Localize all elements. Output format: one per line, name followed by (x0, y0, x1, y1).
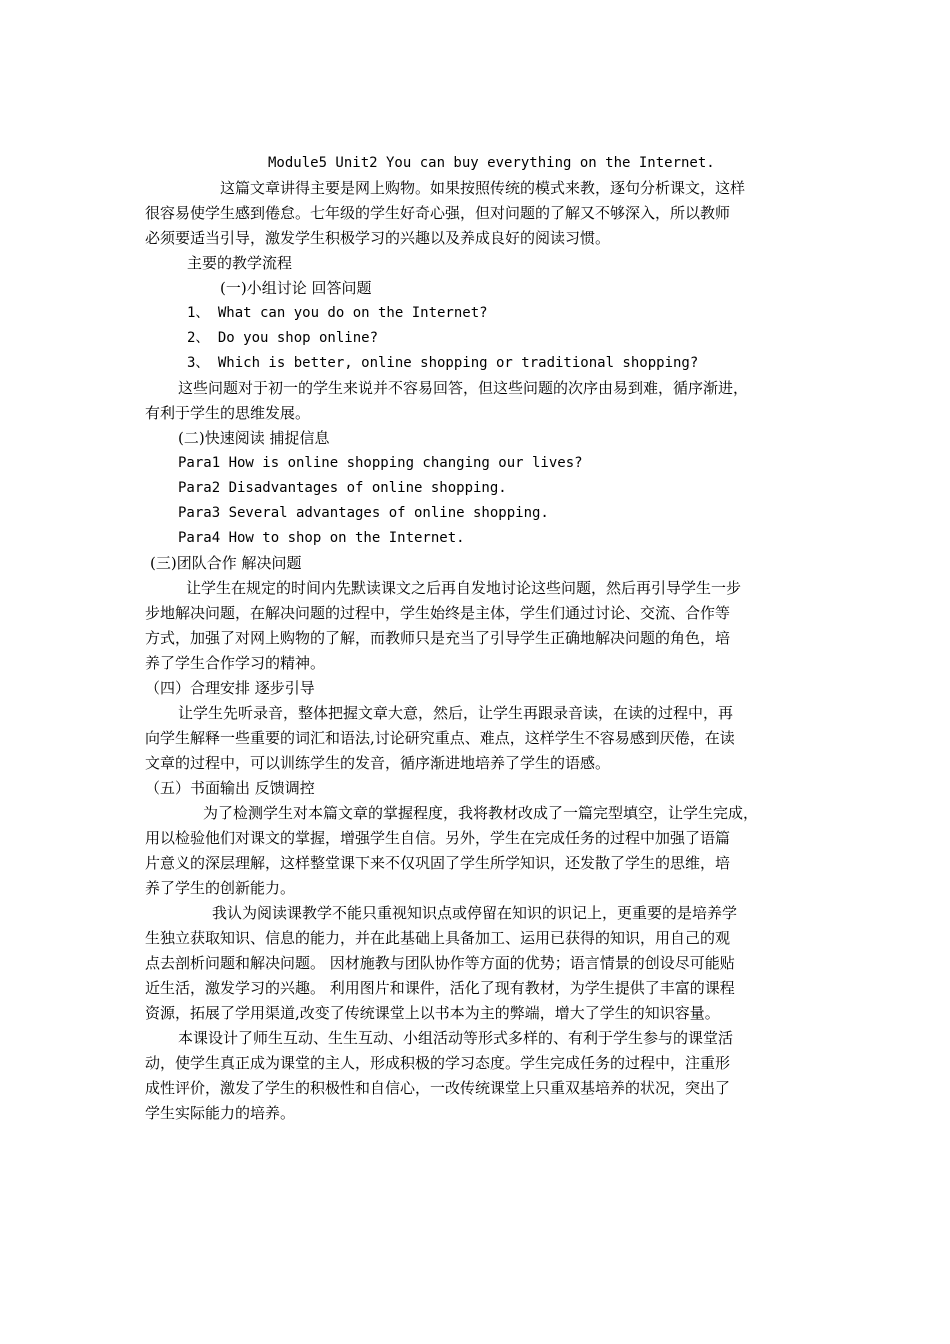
reflection-line: 生独立获取知识、信息的能力，并在此基础上具备加工、运用已获得的知识，用自己的观 (145, 929, 731, 947)
reflection-line: 我认为阅读课教学不能只重视知识点或停留在知识的识记上，更重要的是培养学 (212, 904, 738, 922)
section-text-line: 养了学生的创新能力。 (145, 879, 296, 897)
intro-line: 必须要适当引导，激发学生积极学习的兴趣以及养成良好的阅读习惯。 (145, 229, 611, 247)
para-item: Para1 How is online shopping changing our lives? (178, 455, 583, 471)
section-text-line: 向学生解释一些重要的词汇和语法,讨论研究重点、难点，这样学生不容易感到厌倦，在读 (145, 729, 735, 747)
question-item: 3、 Which is better, online shopping or traditional shopping? (187, 355, 699, 371)
document-title: Module5 Unit2 You can buy everything on the Internet. (268, 155, 715, 171)
reflection-line: 资源，拓展了学用渠道,改变了传统课堂上以书本为主的弊端，增大了学生的知识容量。 (145, 1004, 720, 1022)
intro-line: 很容易使学生感到倦怠。七年级的学生好奇心强，但对问题的了解又不够深入，所以教师 (145, 204, 731, 222)
question-item: 1、 What can you do on the Internet? (187, 305, 488, 321)
section-text-line: 有利于学生的思维发展。 (145, 404, 311, 422)
reflection-line: 点去剖析问题和解决问题。 因材施教与团队协作等方面的优势；语言情景的创设尽可能贴 (145, 954, 735, 972)
question-item: 2、 Do you shop online? (187, 330, 379, 346)
reflection-line: 成性评价，激发了学生的积极性和自信心，一改传统课堂上只重双基培养的状况，突出了 (145, 1079, 731, 1097)
reflection-line: 本课设计了师生互动、生生互动、小组活动等形式多样的、有利于学生参与的课堂活 (178, 1029, 734, 1047)
para-item: Para2 Disadvantages of online shopping. (178, 480, 507, 496)
section-heading: （五）书面输出 反馈调控 (145, 779, 315, 797)
section-text-line: 文章的过程中，可以训练学生的发音，循序渐进地培养了学生的语感。 (145, 754, 611, 772)
section-text-line: 片意义的深层理解，这样整堂课下来不仅巩固了学生所学知识，还发散了学生的思维，培 (145, 854, 731, 872)
para-item: Para3 Several advantages of online shopping. (178, 505, 549, 521)
reflection-line: 学生实际能力的培养。 (145, 1104, 296, 1122)
section-text-line: 养了学生合作学习的精神。 (145, 654, 326, 672)
reflection-line: 近生活，激发学习的兴趣。 利用图片和课件，活化了现有教材，为学生提供了丰富的课程 (145, 979, 735, 997)
section-text-line: 这些问题对于初一的学生来说并不容易回答，但这些问题的次序由易到难，循序渐进， (178, 379, 749, 397)
reflection-line: 动，使学生真正成为课堂的主人，形成积极的学习态度。学生完成任务的过程中，注重形 (145, 1054, 731, 1072)
flow-heading: 主要的教学流程 (187, 254, 293, 272)
section-text-line: 为了检测学生对本篇文章的掌握程度，我将教材改成了一篇完型填空，让学生完成， (203, 804, 759, 822)
section-text-line: 方式，加强了对网上购物的了解，而教师只是充当了引导学生正确地解决问题的角色，培 (145, 629, 731, 647)
section-text-line: 用以检验他们对课文的掌握，增强学生自信。另外，学生在完成任务的过程中加强了语篇 (145, 829, 731, 847)
para-item: Para4 How to shop on the Internet. (178, 530, 465, 546)
section-heading: (三)团队合作 解决问题 (150, 554, 302, 572)
section-text-line: 步地解决问题，在解决问题的过程中，学生始终是主体，学生们通过讨论、交流、合作等 (145, 604, 731, 622)
section-text-line: 让学生先听录音，整体把握文章大意，然后，让学生再跟录音读，在读的过程中，再 (178, 704, 734, 722)
section-heading: （四）合理安排 逐步引导 (145, 679, 315, 697)
intro-line: 这篇文章讲得主要是网上购物。如果按照传统的模式来教，逐句分析课文，这样 (220, 179, 746, 197)
section-text-line: 让学生在规定的时间内先默读课文之后再自发地讨论这些问题，然后再引导学生一步 (186, 579, 742, 597)
section-heading: (一)小组讨论 回答问题 (220, 279, 372, 297)
section-heading: (二)快速阅读 捕捉信息 (178, 429, 330, 447)
